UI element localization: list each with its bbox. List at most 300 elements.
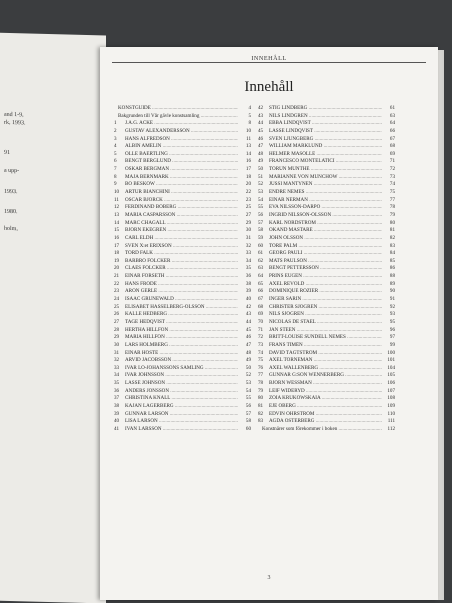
entry-number: 50 — [258, 166, 264, 173]
entry-number: 43 — [258, 112, 264, 119]
entry-number: 30 — [114, 341, 120, 348]
entry-number: 75 — [258, 357, 264, 364]
left-page-fragment: holm, — [4, 225, 18, 233]
entry-title: BJÖRN WESSMAN ..... — [269, 380, 382, 388]
entry-number: 48 — [258, 150, 264, 157]
toc-entry — [114, 143, 251, 151]
entry-number: 56 — [258, 211, 264, 218]
entry-title: LEIF WIDERYD ..... — [269, 388, 382, 396]
entry-page: 10 — [245, 127, 251, 134]
toc-entry — [258, 411, 395, 419]
entry-number: 9 — [114, 181, 117, 188]
entry-page: 77 — [389, 196, 395, 203]
toc-entry — [258, 120, 395, 128]
entry-title: HANS FRODE ..... — [125, 281, 238, 289]
entry-page: 71 — [389, 158, 395, 165]
toc-entry — [258, 151, 395, 159]
entry-number: 41 — [114, 425, 120, 432]
entry-page: 36 — [245, 273, 251, 280]
entry-number: 58 — [258, 227, 264, 234]
entry-page: 111 — [387, 418, 395, 425]
toc-entry — [114, 212, 251, 220]
entry-title: CLAES FOLCKER ..... — [125, 265, 238, 273]
toc-entry — [258, 243, 395, 251]
entry-title: FRANS TIMÉN ..... — [269, 342, 382, 350]
entry-number: 23 — [114, 288, 120, 295]
entry-title: HELMER MASOLLE ..... — [269, 151, 382, 159]
entry-title: AXEL TÖRNEMAN ..... — [269, 357, 382, 365]
entry-page: 95 — [389, 318, 395, 325]
entry-number: 68 — [258, 303, 264, 310]
entry-page: 30 — [245, 227, 251, 234]
toc-entry — [258, 273, 395, 281]
entry-title: HERTHA HILLFON ..... — [125, 327, 238, 335]
entry-page: 66 — [389, 127, 395, 134]
entry-title: CHRISTER SJÖGREN ..... — [269, 304, 382, 312]
entry-title: SVEN X:et ERIXSON ..... — [125, 243, 238, 251]
toc-entry — [114, 273, 251, 281]
entry-number: 62 — [258, 257, 264, 264]
entry-title: JOHN OLSSON ..... — [269, 235, 382, 243]
entry-number: 72 — [258, 334, 264, 341]
toc-entry — [258, 235, 395, 243]
entry-title: AXEL REVOLD ..... — [269, 281, 382, 289]
entry-title: LISA LARSON ..... — [125, 418, 238, 426]
entry-title: EINAR HÖSTE ..... — [125, 350, 238, 358]
entry-title: OKÄND MÄSTARE ..... — [269, 227, 382, 235]
entry-title: NILS LINDGREN ..... — [269, 113, 382, 121]
toc-entry — [258, 181, 395, 189]
entry-page: 8 — [248, 120, 251, 127]
entry-page: 44 — [245, 318, 251, 325]
toc-entry — [258, 258, 395, 266]
left-page-fragment: rk, 1993. — [4, 119, 26, 127]
entry-title: IVAN LARSSON ..... — [125, 426, 238, 434]
entry-title: EBBA LINDQVIST ..... — [269, 120, 382, 128]
entry-page: 80 — [389, 219, 395, 226]
toc-entry — [258, 197, 395, 205]
toc-entry — [258, 143, 395, 151]
entry-number: 63 — [258, 265, 264, 272]
toc-entry — [258, 380, 395, 388]
entry-page: 69 — [389, 150, 395, 157]
toc-entry — [114, 418, 251, 426]
toc-entry — [258, 166, 395, 174]
header-rule — [112, 62, 426, 63]
toc-entry — [258, 281, 395, 289]
entry-title: ARON GERLE ..... — [125, 288, 238, 296]
entry-number: 71 — [258, 326, 264, 333]
entry-number: 26 — [114, 311, 120, 318]
entry-page: 40 — [245, 296, 251, 303]
entry-title: HANS ALFREDSON ..... — [125, 136, 238, 144]
entry-number: 76 — [258, 364, 264, 371]
toc-entry — [258, 105, 395, 113]
toc-entry — [114, 105, 251, 113]
toc-entry — [258, 327, 395, 335]
entry-number: 16 — [114, 234, 120, 241]
entry-page: 63 — [389, 112, 395, 119]
left-page-fragment: 1980. — [4, 208, 18, 216]
entry-title: TAGE HEDQVIST ..... — [125, 319, 238, 327]
entry-number: 1 — [114, 120, 117, 127]
entry-title: MARIA HILLFON ..... — [125, 334, 238, 342]
toc-entry — [258, 265, 395, 273]
entry-page: 78 — [389, 204, 395, 211]
entry-title: ZOIA KRUKOWSKAIA ..... — [269, 395, 382, 403]
entry-title: ENDRE NEMES ..... — [269, 189, 382, 197]
entry-title: EVA NILSSON-DARPÖ ..... — [269, 204, 382, 212]
entry-page: 110 — [387, 410, 395, 417]
entry-page: 34 — [245, 257, 251, 264]
entry-number: 19 — [114, 257, 120, 264]
toc-entry — [114, 174, 251, 182]
toc-entry — [114, 319, 251, 327]
entry-page: 43 — [245, 311, 251, 318]
entry-page: 18 — [245, 173, 251, 180]
toc-entry — [114, 304, 251, 312]
entry-title: LARS HOLMBERG ..... — [125, 342, 238, 350]
entry-page: 47 — [245, 341, 251, 348]
toc-entry — [114, 258, 251, 266]
entry-number: 49 — [258, 158, 264, 165]
entry-number: 2 — [114, 127, 117, 134]
entry-title: JUSSI MÄNTYNEN ..... — [269, 181, 382, 189]
toc-entry — [258, 212, 395, 220]
entry-page: 72 — [389, 166, 395, 173]
entry-number: 28 — [114, 326, 120, 333]
entry-page: 105 — [387, 372, 395, 379]
entry-title: JAN STEEN ..... — [269, 327, 382, 335]
entry-title: PRINS EUGEN ..... — [269, 273, 382, 281]
entry-page: 85 — [389, 257, 395, 264]
entry-number: 15 — [114, 227, 120, 234]
entry-page: 56 — [245, 402, 251, 409]
toc-entry — [114, 426, 251, 434]
entry-number: 77 — [258, 372, 264, 379]
toc-entry — [114, 327, 251, 335]
toc-entry — [114, 311, 251, 319]
entry-title: AXEL WALLENBERG ..... — [269, 365, 382, 373]
running-header: INNEHÅLL — [251, 55, 287, 62]
left-page-fragment: and 1-9, — [4, 111, 24, 119]
entry-number: 25 — [114, 303, 120, 310]
toc-entry — [114, 342, 251, 350]
entry-number: 21 — [114, 273, 120, 280]
entry-page: 92 — [389, 303, 395, 310]
toc-entry — [114, 288, 251, 296]
toc-entry — [258, 189, 395, 197]
entry-title: EINAR NERMAN ..... — [269, 197, 382, 205]
entry-number: 17 — [114, 242, 120, 249]
entry-title: EINAR FORSETH ..... — [125, 273, 238, 281]
entry-page: 74 — [389, 181, 395, 188]
toc-entry — [114, 227, 251, 235]
entry-page: 106 — [387, 380, 395, 387]
entry-number: 61 — [258, 250, 264, 257]
entry-page: 11 — [246, 135, 251, 142]
entry-number: 53 — [258, 189, 264, 196]
entry-page: 82 — [389, 234, 395, 241]
entry-title: TORUN MUNTHE ..... — [269, 166, 382, 174]
entry-title: WILLIAM MARKLUND ..... — [269, 143, 382, 151]
entry-page: 50 — [245, 364, 251, 371]
entry-title: MAJA BERNMARK ..... — [125, 174, 238, 182]
entry-title: ALBIN AMELIN ..... — [125, 143, 238, 151]
entry-title: BENGT BERGLUND ..... — [125, 158, 238, 166]
entry-number: 78 — [258, 380, 264, 387]
entry-number: 74 — [258, 349, 264, 356]
left-page — [0, 33, 106, 603]
toc-entry — [258, 113, 395, 121]
entry-number: 47 — [258, 143, 264, 150]
entry-page: 107 — [387, 387, 395, 394]
entry-title: EDVIN ÖHRSTRÖM ..... — [269, 411, 382, 419]
entry-title: LASSE LINDQVIST ..... — [269, 128, 382, 136]
toc-entry — [114, 158, 251, 166]
entry-title: BJÖRN EKEGREN ..... — [125, 227, 238, 235]
entry-title: INGRID NILSSON-OLSSON ..... — [269, 212, 382, 220]
entry-number: 14 — [114, 219, 120, 226]
toc-entry — [114, 113, 251, 121]
entry-page: 104 — [387, 364, 395, 371]
toc-entry — [258, 388, 395, 396]
entry-page: 52 — [245, 372, 251, 379]
entry-number: 67 — [258, 296, 264, 303]
entry-page: 35 — [245, 265, 251, 272]
toc-entry — [258, 311, 395, 319]
entry-number: 11 — [114, 196, 119, 203]
entry-title: OSCAR BJÖRCK ..... — [125, 197, 238, 205]
entry-number: 33 — [114, 364, 120, 371]
toc-entry — [114, 350, 251, 358]
toc-entry — [114, 220, 251, 228]
entry-title: MARC CHAGALL ..... — [125, 220, 238, 228]
entry-page: 84 — [389, 250, 395, 257]
toc-entry — [258, 365, 395, 373]
toc-entry — [114, 235, 251, 243]
entry-title: GUNNAR LARSON ..... — [125, 411, 238, 419]
toc-entry — [114, 388, 251, 396]
page-title: Innehåll — [244, 79, 294, 95]
entry-page: 33 — [245, 250, 251, 257]
toc-entry — [258, 288, 395, 296]
entry-title: ANDERS JÖNSSON ..... — [125, 388, 238, 396]
toc-entry — [114, 204, 251, 212]
entry-page: 91 — [389, 296, 395, 303]
toc-entry — [258, 250, 395, 258]
entry-number: 3 — [114, 135, 117, 142]
entry-title: CHRISTINA KNALL ..... — [125, 395, 238, 403]
entry-page: 46 — [245, 334, 251, 341]
entry-page: 64 — [389, 120, 395, 127]
toc-column-right — [258, 105, 395, 434]
entry-title: KAJAN LAGERBERG ..... — [125, 403, 238, 411]
entry-number: 38 — [114, 402, 120, 409]
entry-title: FERDINAND BOBERG ..... — [125, 204, 238, 212]
entry-number: 55 — [258, 204, 264, 211]
entry-page: 14 — [245, 150, 251, 157]
entry-title: MARIANNE VON MÜNCHOW ..... — [269, 174, 382, 182]
toc-entry — [114, 357, 251, 365]
toc-column-left — [114, 105, 251, 434]
toc-entry — [258, 227, 395, 235]
entry-title: CARL ELDH ..... — [125, 235, 238, 243]
toc-entry — [258, 220, 395, 228]
entry-number: 51 — [258, 173, 264, 180]
entry-number: 5 — [114, 150, 117, 157]
entry-number: 10 — [114, 189, 120, 196]
toc-entry — [114, 365, 251, 373]
entry-number: 82 — [258, 410, 264, 417]
toc-entry — [114, 281, 251, 289]
entry-page: 58 — [245, 418, 251, 425]
entry-page: 108 — [387, 395, 395, 402]
entry-number: 32 — [114, 357, 120, 364]
entry-number: 27 — [114, 318, 120, 325]
entry-page: 48 — [245, 349, 251, 356]
entry-number: 39 — [114, 410, 120, 417]
entry-title: OLLE BAERTLING ..... — [125, 151, 238, 159]
toc-entry — [258, 372, 395, 380]
entry-number: 13 — [114, 211, 120, 218]
entry-number: 7 — [114, 166, 117, 173]
entry-number: 29 — [114, 334, 120, 341]
entry-number: 20 — [114, 265, 120, 272]
entry-title: INGER SARIN ..... — [269, 296, 382, 304]
entry-title: LASSE JOHNSON ..... — [125, 380, 238, 388]
entry-page: 45 — [245, 326, 251, 333]
entry-page: 83 — [389, 242, 395, 249]
entry-title: IVAR LO-JOHANSSONS SAMLING ..... — [125, 365, 238, 373]
entry-number: 64 — [258, 273, 264, 280]
entry-title: BARBRO FOLCKER ..... — [125, 258, 238, 266]
entry-page: 39 — [245, 288, 251, 295]
entry-page: 25 — [245, 204, 251, 211]
entry-title: TORE PALM ..... — [269, 243, 382, 251]
entry-page: 20 — [245, 181, 251, 188]
entry-title: GUSTAV ALEXANDERSSON ..... — [125, 128, 238, 136]
toc-entry — [114, 265, 251, 273]
toc-entry — [114, 189, 251, 197]
entry-title: NICOLAS DE STAËL ..... — [269, 319, 382, 327]
entry-title: DOMINIQUE ROZIER ..... — [269, 288, 382, 296]
entry-title: IVAR JOHNSSON ..... — [125, 372, 238, 380]
entry-title: TORD FALK ..... — [125, 250, 238, 258]
entry-page: 93 — [389, 311, 395, 318]
entry-page: 23 — [245, 196, 251, 203]
entry-page: 97 — [389, 334, 395, 341]
entry-title: FRANCESCO MONTELATICI ..... — [269, 158, 382, 166]
toc-entry — [114, 395, 251, 403]
entry-number: 12 — [114, 204, 120, 211]
entry-page: 42 — [245, 303, 251, 310]
entry-page: 112 — [387, 425, 395, 432]
entry-title: MATS PAULSON ..... — [269, 258, 382, 266]
entry-title: Konstnärer som förekommer i boken ..... — [262, 426, 382, 434]
entry-page: 75 — [389, 189, 395, 196]
entry-number: 22 — [114, 280, 120, 287]
entry-page: 100 — [387, 349, 395, 356]
toc-entry — [114, 334, 251, 342]
entry-page: 96 — [389, 326, 395, 333]
entry-page: 57 — [245, 410, 251, 417]
entry-page: 88 — [389, 273, 395, 280]
entry-number: 34 — [114, 372, 120, 379]
entry-title: J.A.G. ACKE ..... — [125, 120, 238, 128]
entry-number: 42 — [258, 105, 264, 111]
entry-number: 37 — [114, 395, 120, 402]
toc-entry — [258, 403, 395, 411]
toc-entry — [114, 380, 251, 388]
entry-number: 8 — [114, 173, 117, 180]
entry-title: STIG LINDBERG ..... — [269, 105, 382, 113]
toc-entry — [114, 403, 251, 411]
entry-number: 66 — [258, 288, 264, 295]
entry-page: 109 — [387, 402, 395, 409]
entry-title: GEORG PAULI ..... — [269, 250, 382, 258]
entry-number: 6 — [114, 158, 117, 165]
entry-number: 60 — [258, 242, 264, 249]
toc-entry — [114, 128, 251, 136]
entry-title: AGDA ÖSTERBERG ..... — [269, 418, 382, 426]
entry-page: 32 — [245, 242, 251, 249]
toc-entry — [114, 181, 251, 189]
entry-number: 31 — [114, 349, 120, 356]
toc-entry — [114, 372, 251, 380]
entry-number: 69 — [258, 311, 264, 318]
entry-number: 73 — [258, 341, 264, 348]
entry-page: 29 — [245, 219, 251, 226]
entry-page: 99 — [389, 341, 395, 348]
entry-page: 89 — [389, 280, 395, 287]
entry-page: 54 — [245, 387, 251, 394]
entry-number: 83 — [258, 418, 264, 425]
entry-number: 35 — [114, 380, 120, 387]
toc-entry — [258, 319, 395, 327]
entry-number: 4 — [114, 143, 117, 150]
entry-title: KONSTGUIDE ..... — [118, 105, 238, 113]
left-page-fragment: 91 — [4, 149, 10, 156]
entry-page: 86 — [389, 265, 395, 272]
toc-entry — [258, 350, 395, 358]
entry-number: 36 — [114, 387, 120, 394]
entry-page: 101 — [387, 357, 395, 364]
entry-page: 22 — [245, 189, 251, 196]
entry-page: 60 — [245, 425, 251, 432]
toc-entry — [258, 158, 395, 166]
entry-page: 38 — [245, 280, 251, 287]
entry-page: 5 — [248, 112, 251, 119]
entry-number: 24 — [114, 296, 120, 303]
toc-entry — [258, 174, 395, 182]
entry-page: 31 — [245, 234, 251, 241]
entry-page: 79 — [389, 211, 395, 218]
toc-entry — [114, 296, 251, 304]
entry-number: 79 — [258, 387, 264, 394]
entry-title: MARIA CASPARSSON ..... — [125, 212, 238, 220]
toc-entry — [258, 426, 395, 434]
entry-number: 44 — [258, 120, 264, 127]
entry-number: 46 — [258, 135, 264, 142]
entry-title: ELISABET HASSELBERG-OLSSON ..... — [125, 304, 238, 312]
entry-number: 57 — [258, 219, 264, 226]
toc-entry — [258, 136, 395, 144]
entry-page: 4 — [248, 105, 251, 111]
entry-title: EJE ÖBERG ..... — [269, 403, 382, 411]
toc-entry — [258, 334, 395, 342]
entry-page: 67 — [389, 135, 395, 142]
